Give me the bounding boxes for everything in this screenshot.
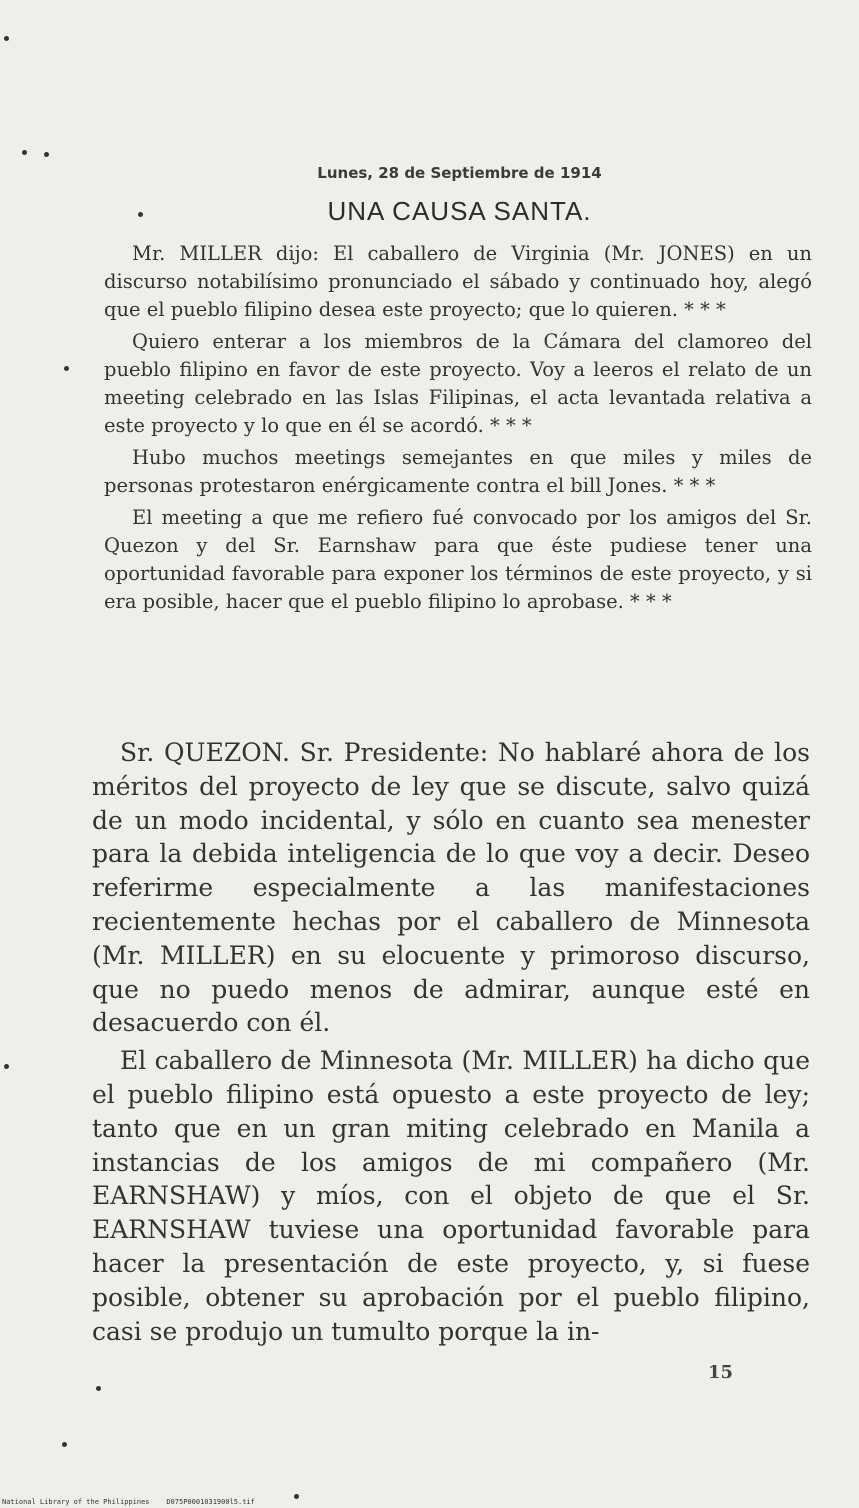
footer-caption: National Library of the Philippines D075P0001031900l5.tif: [2, 1498, 255, 1506]
paragraph: El meeting a que me refiero fué convocado por los amigos del Sr. Quezon y del Sr. Earnshaw para que éste pudiese tener una oportunidad favorable para exponer los términos de este proyecto, y si era posible, hacer que el pueblo filipino lo aprobase. * * *: [104, 506, 812, 613]
paragraph: Hubo muchos meetings semejantes en que miles y miles de personas protestaron enérgicamente contra el bill Jones. * * *: [104, 446, 812, 497]
speck-mark: [64, 366, 69, 371]
dateline: Lunes, 28 de Septiembre de 1914: [317, 164, 602, 182]
speck-mark: [4, 36, 9, 41]
paragraph: Sr. QUEZON. Sr. Presidente: No hablaré ahora de los méritos del proyecto de ley que se discute, salvo quizá de un modo incidental, y sólo en cuanto sea menester para la debida inteligencia de lo que voy a decir. Deseo referirme especialmente a las manifestaciones recientemente hechas por el caballero de Minnesota (Mr. MILLER) en su elocuente y primoroso discurso, que no puedo menos de admirar, aunque esté en desacuerdo con él.: [92, 738, 810, 1038]
speck-mark: [294, 1494, 299, 1499]
speech-block: [92, 736, 810, 1348]
speck-mark: [22, 150, 27, 155]
paragraph: Mr. MILLER dijo: El caballero de Virginia (Mr. JONES) en un discurso notabilísimo pronunciado el sábado y continuado hoy, alegó que el pueblo filipino desea este proyecto; que lo quieren. * * *: [104, 242, 812, 321]
paragraph: Quiero enterar a los miembros de la Cámara del clamoreo del pueblo filipino en favor de este proyecto. Voy a leeros el relato de un meeting celebrado en las Islas Filipinas, el acta levantada relativa a este proyecto y lo que en él se acordó. * * *: [104, 330, 812, 437]
speck-mark: [62, 1442, 67, 1447]
speck-mark: [96, 1386, 101, 1391]
speck-mark: [4, 1064, 9, 1069]
speck-mark: [138, 212, 143, 217]
excerpt-block: [104, 240, 812, 616]
paragraph: El caballero de Minnesota (Mr. MILLER) ha dicho que el pueblo filipino está opuesto a este proyecto de ley; tanto que en un gran miting celebrado en Manila a instancias de los amigos de mi compañero (Mr. EARNSHAW) y míos, con el objeto de que el Sr. EARNSHAW tuviese una oportunidad favorable para hacer la presentación de este proyecto, y, si fuese posible, obtener su aprobación por el pueblo filipino, casi se produjo un tumulto porque la in-: [92, 1046, 810, 1346]
article-title: UNA CAUSA SANTA.: [327, 196, 592, 226]
speck-mark: [44, 152, 49, 157]
page-number: 15: [708, 1362, 734, 1383]
